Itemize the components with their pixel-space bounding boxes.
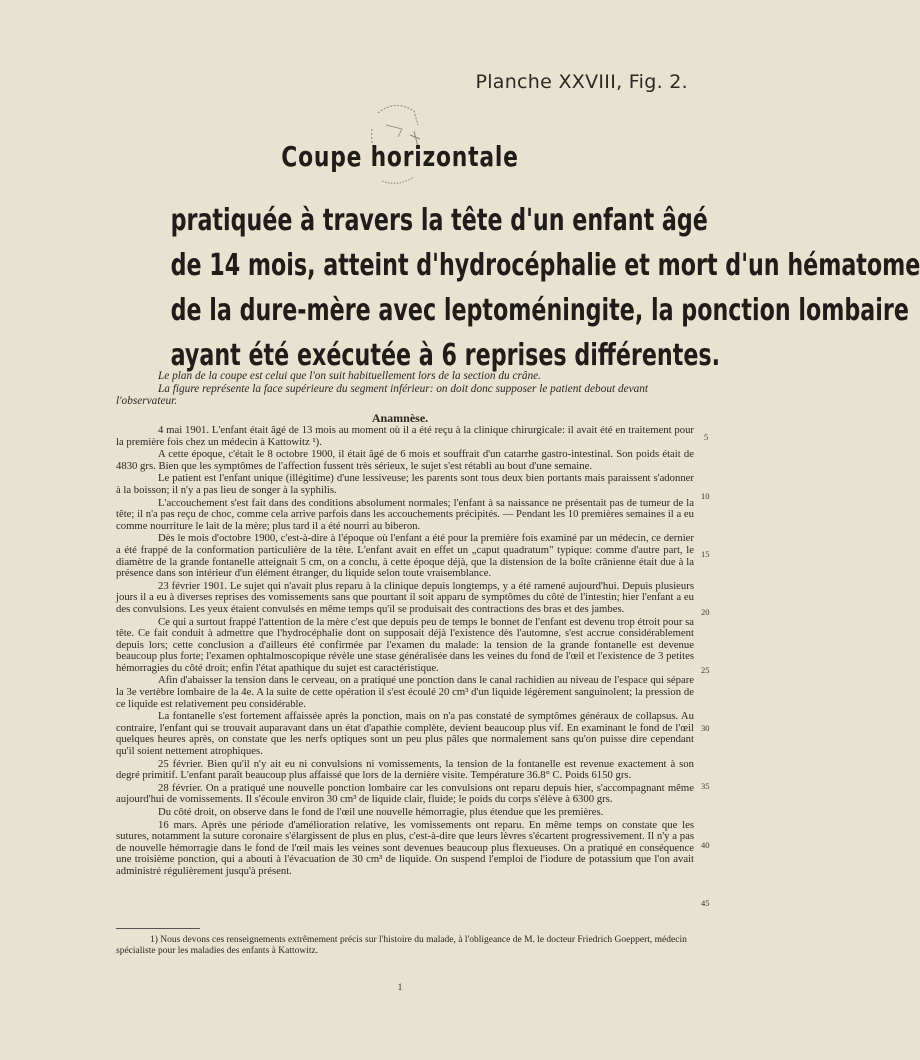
body-paragraph: 4 mai 1901. L'enfant était âgé de 13 mois au moment où il a été reçu à la clinique chirurgicale: il avait été en traitement pour la première fois chez un médecin à Kattowitz ¹). xyxy=(116,424,694,448)
body-paragraph: 16 mars. Après une période d'amélioration relative, les vomissements ont reparu. En même temps on constate que les sutures, notamment la suture coronaire s'élargissent de plus en plus, c'est-à-dire que leurs lèvres s'écartent progressivement. Il n'y a pas de nouvelle hémorragie dans le fond de l'œil mais les veines sont devenues beaucoup plus flexueuses. On a pratiqué en conséquence une troisième ponction, qui a abouti à l'évacuation de 30 cm³ de liquide. On suspend l'emploi de l'iodure de potassium que l'on avait administré régulièrement jusqu'à présent. xyxy=(116,818,694,877)
line-number: 40 xyxy=(701,840,710,850)
body-paragraph: A cette époque, c'était le 8 octobre 1900, il était âgé de 6 mois et souffrait d'un catarrhe gastro-intestinal. Son poids était de 4830 grs. Bien que les symptômes de l'affection fussent très sérieux, le sujet s'est rétabli au bout d'une semaine. xyxy=(116,448,694,472)
line-number: 5 xyxy=(704,432,709,442)
intro-text xyxy=(116,370,698,408)
body-paragraph: Dès le mois d'octobre 1900, c'est-à-dire à l'époque où l'enfant a été pour la première fois examiné par un médecin, ce dernier a été frappé de la conformation particulière de la tête. L'enfant avait en effet un „caput quadratum" typique: comme d'autre part, le diamètre de la grande fontanelle atteignait 5 cm, on a conclu, à cette époque déjà, que la distension de la boîte crânienne était due à la présence dans son intérieur d'un élément étranger, du liquide selon toute vraisemblance. xyxy=(116,532,694,580)
intro-paragraph: La figure représente la face supérieure du segment inférieur: on doit donc supposer le patient debout devant l'observateur. xyxy=(116,382,649,407)
section-heading: Anamnèse. xyxy=(371,411,429,425)
plate-label: Planche XXVIII, Fig. 2. xyxy=(475,71,688,93)
subtitle xyxy=(90,198,920,378)
footnote-rule xyxy=(116,928,200,929)
body-paragraph: 23 février 1901. Le sujet qui n'avait plus reparu à la clinique depuis longtemps, y a été ramené aujourd'hui. Depuis plusieurs jours il a eu à diverses reprises des vomissements sans que pourtant il soit apparu de symptômes du côté de l'intestin; hier l'enfant a eu des convulsions. Les yeux étaient convulsés en même temps qu'il se produisait des contractions des bras et des jambes. xyxy=(116,579,694,615)
body-paragraph: Le patient est l'enfant unique (illégitime) d'une lessiveuse; les parents sont tous deux bien portants mais paraissent s'adonner à la boisson; il n'y a pas lieu de songer à la syphilis. xyxy=(116,472,694,496)
body-paragraph: Ce qui a surtout frappé l'attention de la mère c'est que depuis peu de temps le bonnet de l'enfant est devenu trop étroit pour sa tête. Ce fait conduit à admettre que l'hydrocéphalie dont on supposait déjà l'existence dès l'automne, s'est accrue considérablement depuis lors; cette conclusion a d'ailleurs été confirmée par l'examen du malade: la tension de la grande fontanelle est devenue beaucoup plus forte; l'examen ophtalmoscopique révèle une stase généralisée dans les veines du fond de l'œil et l'existence de 3 petites hémorragies du côté droit; enfin l'état apathique du sujet est caractéristique. xyxy=(116,615,694,674)
line-number: 25 xyxy=(701,665,710,675)
footnote-text: 1) Nous devons ces renseignements extrêmement précis sur l'histoire du malade, à l'obligeance de M. le docteur Friedrich Goeppert, médecin spécialiste pour les maladies des enfants à Kattowitz. xyxy=(116,935,687,956)
line-number: 20 xyxy=(701,607,710,617)
body-paragraph: 25 février. Bien qu'il n'y ait eu ni convulsions ni vomissements, la tension de la fontanelle est revenue exactement à son degré primitif. L'enfant paraît beaucoup plus affaissé que lors de la dernière visite. Température 36.8° C. Poids 6150 grs. xyxy=(116,757,694,782)
body-text xyxy=(116,425,694,879)
page-number: 1 xyxy=(397,982,403,992)
body-paragraph: 28 février. On a pratiqué une nouvelle ponction lombaire car les convulsions ont reparu depuis hier, s'accompagnant même aujourd'hui de vomissements. Il s'écoule environ 30 cm³ de liquide clair, fluide; le poids du corps s'élève à 6300 grs. xyxy=(116,781,694,806)
line-number: 35 xyxy=(701,781,710,791)
body-paragraph: Du côté droit, on observe dans le fond de l'œil une nouvelle hémorragie, plus étendue que les premières. xyxy=(158,806,604,818)
page-title: Coupe horizontale xyxy=(281,140,519,173)
intro-paragraph: Le plan de la coupe est celui que l'on suit habituellement lors de la section du crâne. xyxy=(158,370,541,382)
body-paragraph: L'accouchement s'est fait dans des conditions absolument normales; l'enfant à sa naissance ne présentait pas de tumeur de la tête; il n'a pas reçu de choc, comme cela arrive parfois dans les accouchements précipités. — Pendant les 10 premières semaines il a eu comme nourriture le lait de la mère; plus tard il a été nourri au biberon. xyxy=(116,496,694,532)
subtitle-line: pratiquée à travers la tête d'un enfant âgé xyxy=(170,203,708,238)
line-number: 10 xyxy=(701,491,710,501)
body-paragraph: Afin d'abaisser la tension dans le cerveau, on a pratiqué une ponction dans le canal rachidien au niveau de l'espace qui sépare la 3e vertèbre lombaire de la 4e. A la suite de cette opération il s'est écoulé 20 cm³ d'un liquide légèrement sanguinolent; la pression de ce liquide est relativement peu considérable. xyxy=(116,674,694,710)
line-number: 45 xyxy=(701,898,710,908)
subtitle-line: de 14 mois, atteint d'hydrocéphalie et mort d'un hématome xyxy=(170,248,920,283)
subtitle-line: de la dure-mère avec leptoméningite, la ponction lombaire xyxy=(170,293,909,328)
line-number: 30 xyxy=(701,723,710,733)
footnote xyxy=(116,928,696,956)
line-number: 15 xyxy=(701,549,710,559)
body-paragraph: La fontanelle s'est fortement affaissée après la ponction, mais on n'a pas constaté de symptômes généraux de collapsus. Au contraire, l'enfant qui se trouvait auparavant dans un état d'apathie complète, devient beaucoup plus vif. En examinant le fond de l'œil quelques heures après, on constate que les nerfs optiques sont un peu plus pâles que normalement sans qu'on puisse dire cependant qu'il soient nettement atrophiques. xyxy=(116,710,694,758)
subtitle-line: ayant été exécutée à 6 reprises différentes. xyxy=(170,338,721,373)
